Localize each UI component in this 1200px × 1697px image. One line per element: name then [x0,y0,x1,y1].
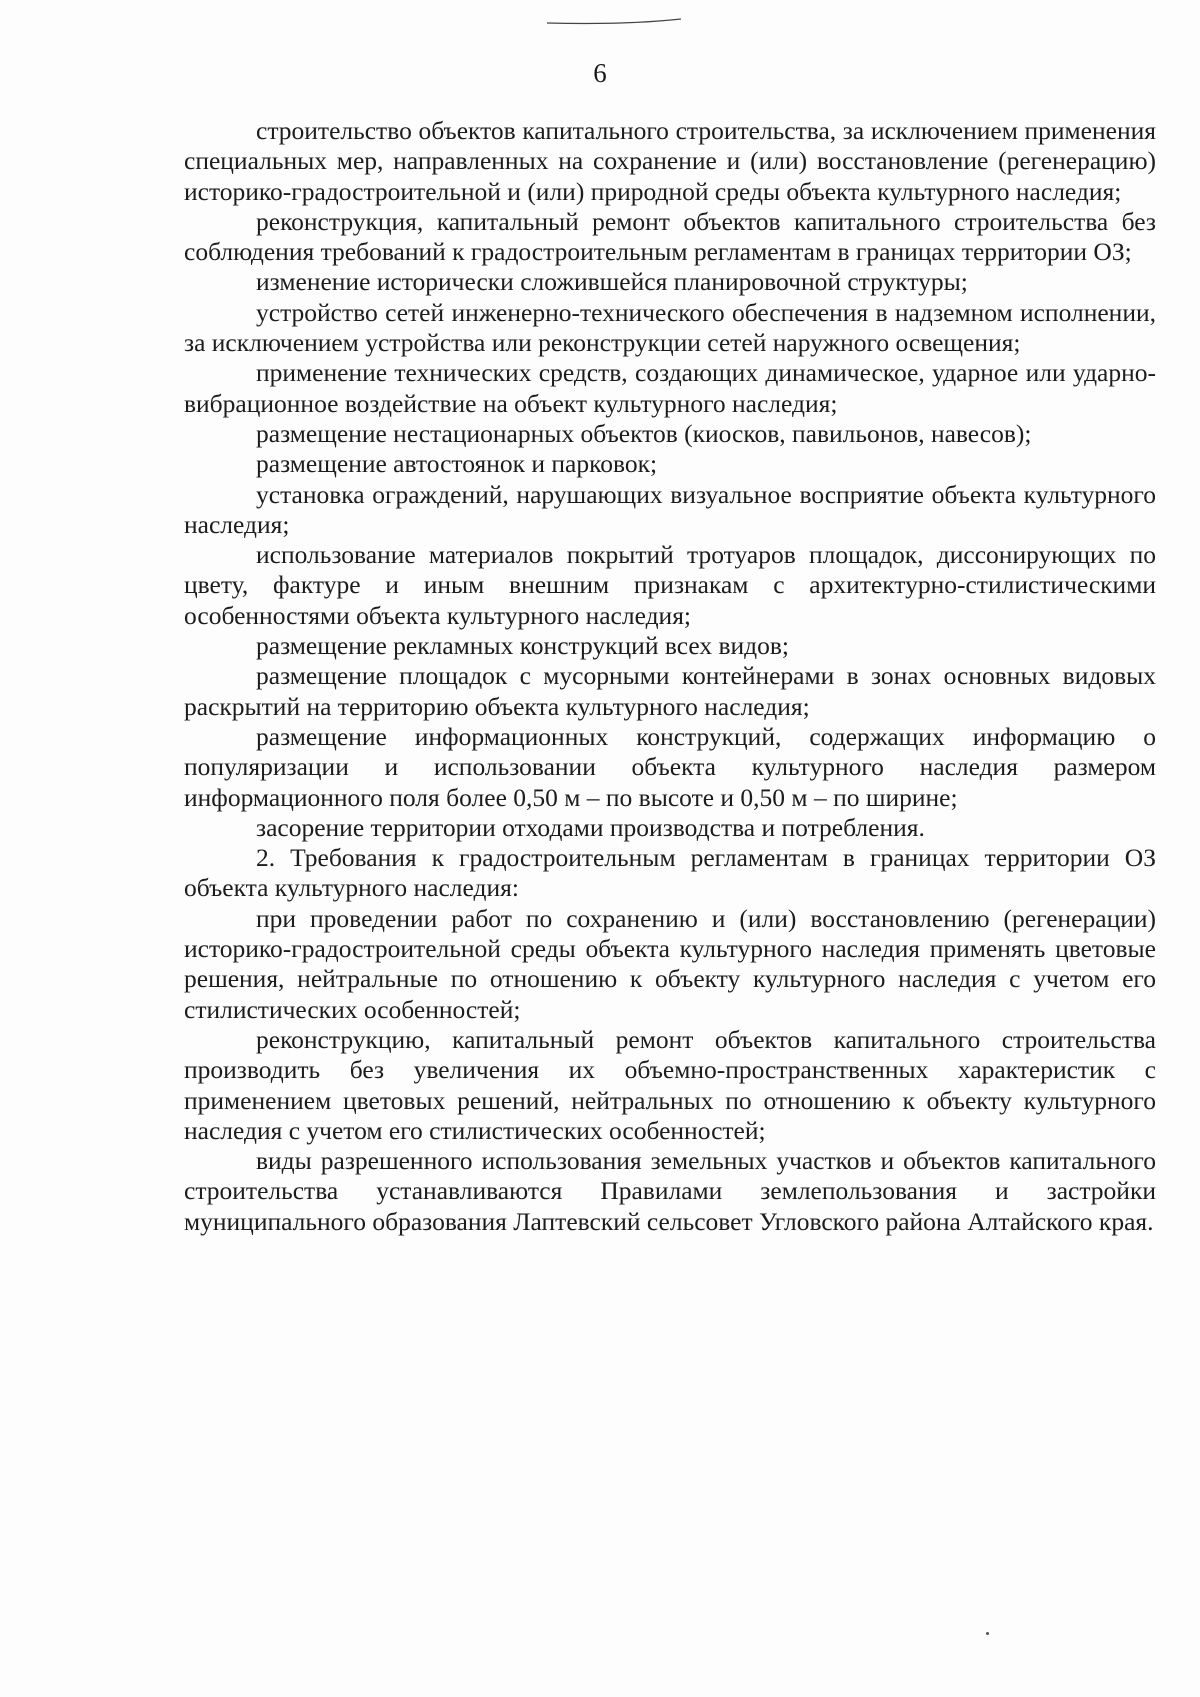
document-body [184,116,1156,1237]
paragraph: реконструкцию, капитальный ремонт объектов капитального строительства производить без увеличения их объемно-пространственных характеристик с применением цветовых решений, нейтральных по отношению к объекту культурного наследия с учетом его стилистических особенностей; [184,1024,1156,1145]
paragraph: засорение территории отходами производства и потребления. [256,812,925,842]
paragraph: размещение нестационарных объектов (киосков, павильонов, навесов); [256,418,1032,448]
top-pen-stroke [545,18,683,26]
paragraph: реконструкция, капитальный ремонт объектов капитального строительства без соблюдения требований к градостроительным регламентам в границах территории ОЗ; [184,206,1156,267]
paragraph: использование материалов покрытий тротуаров площадок, диссонирующих по цвету, фактуре и иным внешним признакам с архитектурно-стилистическими особенностями объекта культурного наследия; [184,540,1156,630]
paragraph: применение технических средств, создающих динамическое, ударное или ударно-вибрационное воздействие на объект культурного наследия; [184,358,1156,418]
paragraph: при проведении работ по сохранению и (или) восстановлению (регенерации) историко-градостроительной среды объекта культурного наследия применять цветовые решения, нейтральные по отношению к объекту культурного наследия с учетом его стилистических особенностей; [184,903,1156,1024]
paragraph: установка ограждений, нарушающих визуальное восприятие объекта культурного наследия; [184,479,1156,539]
page-number: 6 [593,58,607,88]
paragraph: размещение автостоянок и парковок; [256,449,658,479]
paragraph: виды разрешенного использования земельных участков и объектов капитального строительства устанавливаются Правилами землепользования и застройки муниципального образования Лаптевский сельсовет Угловского района Алтайского края. [184,1146,1156,1236]
paragraph: размещение информационных конструкций, содержащих информацию о популяризации и использовании объекта культурного наследия размером информационного поля более 0,50 м – по высоте и 0,50 м – по ширине; [184,721,1156,812]
paragraph: размещение рекламных конструкций всех видов; [256,631,790,661]
paragraph: строительство объектов капитального строительства, за исключением применения специальных мер, направленных на сохранение и (или) восстановление (регенерацию) историко-градостроительной и (или) природной среды объекта культурного наследия; [184,116,1156,206]
paragraph: размещение площадок с мусорными контейнерами в зонах основных видовых раскрытий на территорию объекта культурного наследия; [184,661,1156,721]
section-heading: 2. Требования к градостроительным регламентам в границах территории ОЗ объекта культурного наследия: [184,843,1156,903]
paragraph: изменение исторически сложившейся планировочной структуры; [256,267,968,297]
paragraph: устройство сетей инженерно-технического обеспечения в надземном исполнении, за исключением устройства или реконструкции сетей наружного освещения; [184,297,1156,358]
scan-speck [986,1632,989,1635]
